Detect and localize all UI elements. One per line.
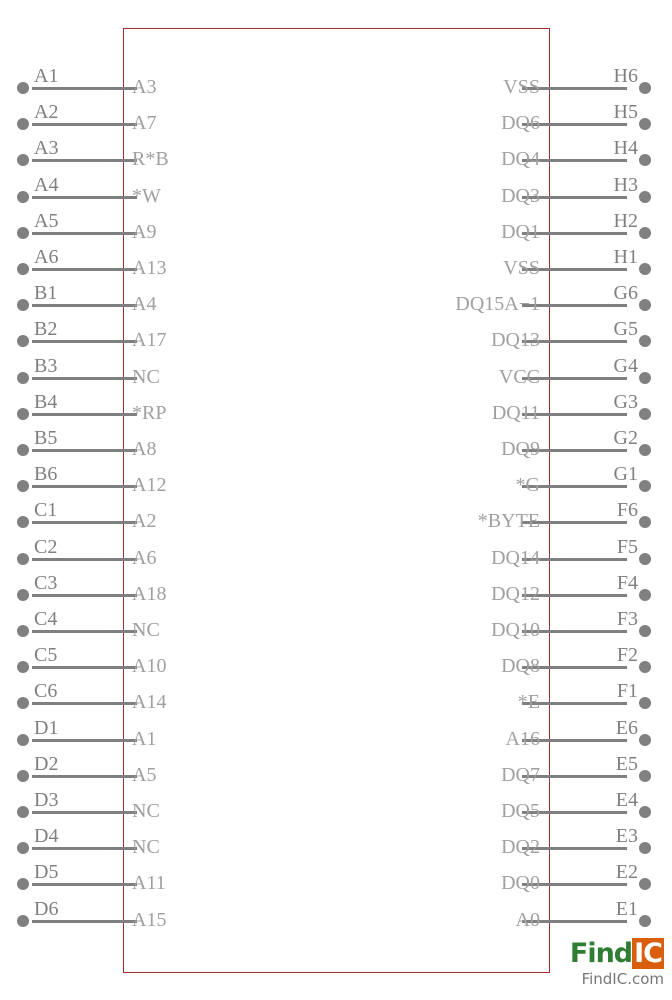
pin-row-c4 bbox=[14, 608, 160, 641]
pin-name-b2: A17 bbox=[132, 329, 167, 352]
pin-wire-b6 bbox=[32, 485, 137, 488]
pin-wire-b1 bbox=[32, 304, 137, 307]
pin-row-f5 bbox=[491, 535, 658, 569]
pin-row-d4 bbox=[14, 825, 160, 859]
pin-wire-c2 bbox=[32, 558, 137, 561]
pin-row-b3 bbox=[14, 354, 160, 388]
pin-terminal-e5 bbox=[639, 770, 651, 782]
pin-name-d6: A15 bbox=[132, 908, 167, 931]
pin-wire-b4 bbox=[32, 413, 137, 416]
pin-name-g3: DQ11 bbox=[491, 401, 540, 424]
pin-row-g2 bbox=[501, 427, 658, 460]
pin-terminal-h1 bbox=[639, 263, 651, 275]
pin-number-g5: G5 bbox=[613, 318, 638, 341]
pin-number-f5: F5 bbox=[616, 535, 638, 558]
pin-wire-a1 bbox=[32, 87, 137, 90]
pin-number-e5: E5 bbox=[615, 752, 638, 775]
pin-terminal-d5 bbox=[17, 878, 29, 890]
pin-name-b3: NC bbox=[132, 365, 160, 388]
pin-terminal-f5 bbox=[639, 553, 651, 565]
pin-number-h4: H4 bbox=[613, 137, 638, 160]
pin-terminal-e3 bbox=[639, 842, 651, 854]
pin-terminal-h3 bbox=[639, 191, 651, 203]
pin-number-g6: G6 bbox=[613, 282, 638, 305]
pin-terminal-a6 bbox=[17, 263, 29, 275]
pin-wire-a6 bbox=[32, 268, 137, 271]
pin-terminal-b3 bbox=[17, 372, 29, 384]
pin-terminal-c4 bbox=[17, 625, 29, 637]
pin-row-a6 bbox=[14, 246, 167, 279]
pin-terminal-b5 bbox=[17, 444, 29, 456]
pin-name-a1: A3 bbox=[132, 76, 157, 98]
pin-terminal-e1 bbox=[639, 915, 651, 927]
pin-terminal-h4 bbox=[639, 154, 651, 166]
pin-name-g2: DQ9 bbox=[501, 438, 540, 460]
pin-row-g5 bbox=[491, 318, 658, 352]
pin-number-f4: F4 bbox=[616, 571, 638, 594]
pin-number-a3: A3 bbox=[34, 137, 59, 160]
pin-number-e6: E6 bbox=[615, 716, 638, 739]
pin-row-e1 bbox=[515, 897, 658, 931]
pin-row-f6 bbox=[477, 499, 658, 533]
pin-row-g4 bbox=[498, 354, 658, 388]
pin-terminal-b4 bbox=[17, 408, 29, 420]
pin-number-c4: C4 bbox=[34, 608, 58, 630]
pin-name-a5: A9 bbox=[132, 220, 157, 243]
pin-wire-b3 bbox=[32, 377, 137, 380]
pin-name-e5: DQ7 bbox=[501, 763, 540, 786]
pin-row-d2 bbox=[14, 752, 157, 786]
pin-row-c2 bbox=[14, 535, 157, 569]
pin-terminal-d1 bbox=[17, 734, 29, 746]
pin-terminal-d2 bbox=[17, 770, 29, 782]
pin-terminal-c1 bbox=[17, 516, 29, 528]
pin-terminal-f4 bbox=[639, 589, 651, 601]
pin-row-d3 bbox=[14, 789, 160, 822]
pin-name-c4: NC bbox=[132, 619, 160, 641]
pin-wire-d6 bbox=[32, 920, 137, 923]
pin-name-h2: DQ1 bbox=[501, 220, 540, 243]
pin-row-c3 bbox=[14, 571, 167, 605]
pin-name-g6: DQ15A−1 bbox=[455, 293, 540, 316]
pin-number-h1: H1 bbox=[613, 246, 638, 268]
watermark-find-text: Find bbox=[569, 938, 633, 969]
pin-wire-c4 bbox=[32, 630, 137, 633]
pin-name-e6: A16 bbox=[505, 727, 540, 750]
pin-terminal-a4 bbox=[17, 191, 29, 203]
pin-number-b2: B2 bbox=[34, 318, 58, 341]
pin-name-c3: A18 bbox=[132, 582, 167, 605]
pin-number-h3: H3 bbox=[613, 173, 638, 196]
pin-number-d6: D6 bbox=[34, 897, 59, 920]
pin-name-h6: VSS bbox=[503, 76, 540, 98]
pin-number-d1: D1 bbox=[34, 716, 59, 739]
pin-wire-a4 bbox=[32, 196, 137, 199]
pin-terminal-a1 bbox=[17, 82, 29, 94]
pin-wire-c6 bbox=[32, 702, 137, 705]
pin-number-b1: B1 bbox=[34, 282, 58, 305]
pin-number-a1: A1 bbox=[34, 65, 59, 87]
pin-number-e3: E3 bbox=[615, 825, 638, 848]
pin-row-b5 bbox=[14, 427, 157, 460]
pin-row-b6 bbox=[14, 463, 167, 497]
pin-name-g1: *G bbox=[515, 474, 540, 497]
pin-name-g5: DQ13 bbox=[491, 329, 540, 352]
pin-name-e1: A0 bbox=[515, 908, 540, 931]
pin-terminal-b6 bbox=[17, 480, 29, 492]
pin-terminal-a2 bbox=[17, 118, 29, 130]
pin-row-d5 bbox=[14, 861, 166, 895]
pin-wire-d4 bbox=[32, 847, 137, 850]
pin-name-e2: DQ0 bbox=[501, 872, 540, 895]
pin-wire-c5 bbox=[32, 666, 137, 669]
pin-number-e4: E4 bbox=[615, 789, 638, 811]
pin-terminal-c2 bbox=[17, 553, 29, 565]
pin-terminal-d6 bbox=[17, 915, 29, 927]
pin-number-d5: D5 bbox=[34, 861, 59, 884]
pin-name-h5: DQ6 bbox=[501, 112, 540, 135]
ic-body-outline bbox=[123, 28, 550, 973]
pin-terminal-f2 bbox=[639, 661, 651, 673]
pin-row-c6 bbox=[14, 680, 167, 714]
pin-name-h3: DQ3 bbox=[501, 184, 540, 207]
pin-row-g6 bbox=[455, 282, 658, 316]
pin-row-e5 bbox=[501, 752, 658, 786]
pin-name-f3: DQ10 bbox=[491, 619, 540, 641]
pin-row-f4 bbox=[491, 571, 658, 605]
pin-row-f1 bbox=[517, 680, 658, 714]
pin-terminal-a3 bbox=[17, 154, 29, 166]
pin-name-d4: NC bbox=[132, 836, 160, 859]
pin-name-d2: A5 bbox=[132, 763, 157, 786]
pin-terminal-h5 bbox=[639, 118, 651, 130]
pin-number-b3: B3 bbox=[34, 354, 58, 377]
pin-wire-a3 bbox=[32, 159, 137, 162]
pin-terminal-g1 bbox=[639, 480, 651, 492]
pin-name-c1: A2 bbox=[132, 510, 157, 533]
pin-number-h2: H2 bbox=[613, 209, 638, 232]
pin-name-e3: DQ2 bbox=[501, 836, 540, 859]
pin-number-f3: F3 bbox=[616, 608, 638, 630]
pin-number-h6: H6 bbox=[613, 65, 638, 87]
pin-wire-d3 bbox=[32, 811, 137, 814]
pin-name-f2: DQ8 bbox=[501, 655, 540, 678]
pin-row-a3 bbox=[14, 137, 169, 171]
pin-name-a2: A7 bbox=[132, 112, 157, 135]
pin-row-d6 bbox=[14, 897, 167, 931]
watermark-logo bbox=[524, 938, 664, 970]
pin-row-c1 bbox=[14, 499, 157, 533]
pin-row-d1 bbox=[14, 716, 157, 750]
pin-number-e1: E1 bbox=[615, 897, 638, 920]
pin-row-b2 bbox=[14, 318, 167, 352]
pin-wire-d1 bbox=[32, 739, 137, 742]
pin-row-a4 bbox=[14, 173, 161, 207]
pin-row-g3 bbox=[491, 390, 658, 424]
pin-row-a1 bbox=[14, 65, 157, 98]
pin-terminal-f1 bbox=[639, 697, 651, 709]
watermark-ic-text: IC bbox=[634, 938, 662, 969]
pin-row-h4 bbox=[501, 137, 658, 171]
pin-terminal-d3 bbox=[17, 806, 29, 818]
pin-terminal-e6 bbox=[639, 734, 651, 746]
pin-wire-b5 bbox=[32, 449, 137, 452]
pin-terminal-b1 bbox=[17, 299, 29, 311]
pin-terminal-d4 bbox=[17, 842, 29, 854]
pin-name-b5: A8 bbox=[132, 438, 157, 460]
watermark-url: FindIC.com bbox=[581, 970, 664, 988]
pin-name-c5: A10 bbox=[132, 655, 167, 678]
pin-wire-c3 bbox=[32, 594, 137, 597]
pin-number-h5: H5 bbox=[613, 101, 638, 124]
pin-number-f2: F2 bbox=[616, 644, 638, 667]
pin-terminal-g3 bbox=[639, 408, 651, 420]
pin-name-f5: DQ14 bbox=[491, 546, 540, 569]
pin-name-d3: NC bbox=[132, 800, 160, 822]
pin-number-d4: D4 bbox=[34, 825, 59, 848]
pin-terminal-c3 bbox=[17, 589, 29, 601]
pin-terminal-f6 bbox=[639, 516, 651, 528]
pin-row-e6 bbox=[505, 716, 658, 750]
pin-number-g4: G4 bbox=[613, 354, 638, 377]
pin-row-a5 bbox=[14, 209, 157, 243]
pin-number-f6: F6 bbox=[616, 499, 638, 522]
pin-wire-d5 bbox=[32, 883, 137, 886]
pin-terminal-h6 bbox=[639, 82, 651, 94]
pin-number-g3: G3 bbox=[613, 390, 638, 413]
pin-number-a6: A6 bbox=[34, 246, 59, 268]
pin-name-d1: A1 bbox=[132, 727, 157, 750]
pin-wire-a2 bbox=[32, 123, 137, 126]
pin-row-b4 bbox=[14, 390, 167, 424]
pin-number-b6: B6 bbox=[34, 463, 58, 486]
pin-name-c2: A6 bbox=[132, 546, 157, 569]
pin-terminal-c6 bbox=[17, 697, 29, 709]
pin-row-b1 bbox=[14, 282, 157, 316]
pin-number-g2: G2 bbox=[613, 427, 638, 449]
pin-name-d5: A11 bbox=[132, 872, 166, 895]
pin-row-e2 bbox=[501, 861, 658, 895]
pin-row-h1 bbox=[503, 246, 658, 279]
pin-name-h1: VSS bbox=[503, 257, 540, 279]
pin-name-b1: A4 bbox=[132, 293, 157, 316]
pin-row-h5 bbox=[501, 101, 658, 135]
pin-number-g1: G1 bbox=[613, 463, 638, 486]
pin-name-h4: DQ4 bbox=[501, 148, 540, 171]
pin-terminal-b2 bbox=[17, 335, 29, 347]
pin-number-f1: F1 bbox=[616, 680, 638, 703]
pin-terminal-a5 bbox=[17, 227, 29, 239]
pin-name-e4: DQ5 bbox=[501, 800, 540, 822]
pin-name-b4: *RP bbox=[132, 401, 167, 424]
pin-name-f4: DQ12 bbox=[491, 582, 540, 605]
pin-terminal-g6 bbox=[639, 299, 651, 311]
pin-terminal-e4 bbox=[639, 806, 651, 818]
pin-number-c1: C1 bbox=[34, 499, 58, 522]
pin-name-a6: A13 bbox=[132, 257, 167, 279]
pin-row-f3 bbox=[491, 608, 658, 641]
pin-number-c6: C6 bbox=[34, 680, 58, 703]
pin-row-h2 bbox=[501, 209, 658, 243]
pin-number-c2: C2 bbox=[34, 535, 58, 558]
pin-name-f1: *E bbox=[517, 691, 540, 714]
pin-terminal-g2 bbox=[639, 444, 651, 456]
pin-number-a2: A2 bbox=[34, 101, 59, 124]
pin-wire-b2 bbox=[32, 340, 137, 343]
pin-name-g4: VCC bbox=[498, 365, 540, 388]
pin-terminal-f3 bbox=[639, 625, 651, 637]
pin-wire-d2 bbox=[32, 775, 137, 778]
pin-number-b4: B4 bbox=[34, 390, 58, 413]
pin-number-b5: B5 bbox=[34, 427, 58, 449]
pin-number-c5: C5 bbox=[34, 644, 58, 667]
pin-name-a3: R*B bbox=[132, 148, 169, 171]
pin-row-a2 bbox=[14, 101, 157, 135]
pin-row-h3 bbox=[501, 173, 658, 207]
pin-number-a5: A5 bbox=[34, 209, 59, 232]
pin-number-e2: E2 bbox=[615, 861, 638, 884]
pin-number-d2: D2 bbox=[34, 752, 59, 775]
pin-terminal-g5 bbox=[639, 335, 651, 347]
pin-row-h6 bbox=[503, 65, 658, 98]
pin-terminal-c5 bbox=[17, 661, 29, 673]
pin-row-e4 bbox=[501, 789, 658, 822]
pin-row-c5 bbox=[14, 644, 167, 678]
pin-wire-a5 bbox=[32, 232, 137, 235]
pin-terminal-e2 bbox=[639, 878, 651, 890]
watermark bbox=[524, 938, 664, 996]
pin-number-c3: C3 bbox=[34, 571, 58, 594]
pin-terminal-h2 bbox=[639, 227, 651, 239]
pin-name-a4: *W bbox=[132, 184, 161, 207]
pin-number-a4: A4 bbox=[34, 173, 59, 196]
pin-row-f2 bbox=[501, 644, 658, 678]
pin-name-c6: A14 bbox=[132, 691, 167, 714]
pin-row-e3 bbox=[501, 825, 658, 859]
pin-number-d3: D3 bbox=[34, 789, 59, 811]
pin-wire-c1 bbox=[32, 521, 137, 524]
pin-name-b6: A12 bbox=[132, 474, 167, 497]
pin-row-g1 bbox=[515, 463, 658, 497]
pin-name-f6: *BYTE bbox=[477, 510, 540, 533]
pin-terminal-g4 bbox=[639, 372, 651, 384]
